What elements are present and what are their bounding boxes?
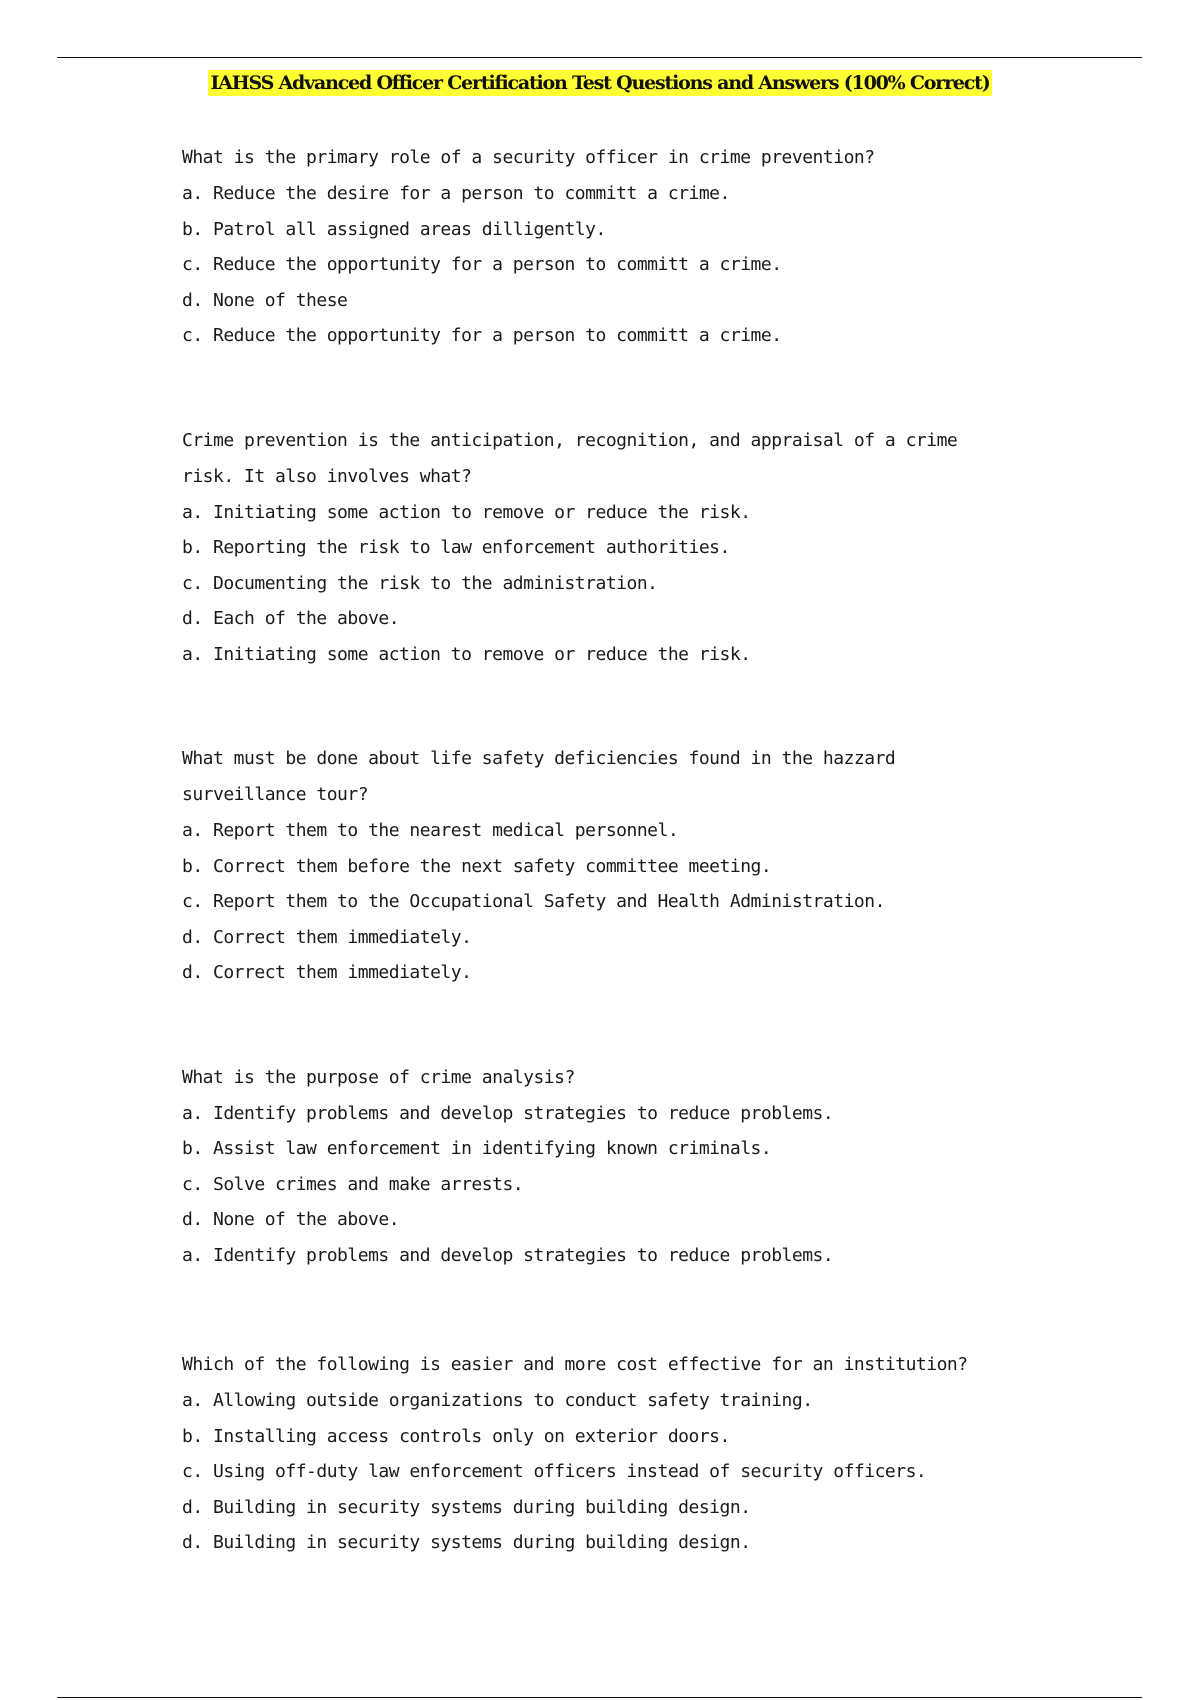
question-text: Crime prevention is the anticipation, recognition, and appraisal of a crime bbox=[182, 429, 958, 451]
answer: c. Reduce the opportunity for a person to committ a crime. bbox=[182, 325, 782, 346]
option-c: c. Solve crimes and make arrests. bbox=[182, 1173, 524, 1195]
top-rule bbox=[57, 57, 1142, 58]
title-wrap bbox=[0, 70, 1200, 96]
question-text-continued: risk. It also involves what? bbox=[182, 465, 472, 487]
answer: a. Initiating some action to remove or reduce the risk. bbox=[182, 643, 751, 665]
option-d: d. Each of the above. bbox=[182, 608, 400, 629]
option-b: b. Installing access controls only on exterior doors. bbox=[182, 1425, 730, 1447]
option-d: d. None of the above. bbox=[182, 1209, 400, 1230]
answer: d. Building in security systems during building design. bbox=[182, 1532, 751, 1553]
option-b: b. Assist law enforcement in identifying known criminals. bbox=[182, 1138, 772, 1159]
question-block-2 bbox=[182, 423, 1142, 673]
option-d: d. Correct them immediately. bbox=[182, 926, 472, 948]
option-c: c. Using off-duty law enforcement officers instead of security officers. bbox=[182, 1461, 927, 1482]
document-body bbox=[182, 140, 1142, 1561]
option-c: c. Documenting the risk to the administration. bbox=[182, 572, 658, 594]
option-a: a. Identify problems and develop strategies to reduce problems. bbox=[182, 1102, 834, 1124]
option-c: c. Reduce the opportunity for a person to committ a crime. bbox=[182, 254, 782, 275]
answer: d. Correct them immediately. bbox=[182, 962, 472, 983]
option-d: d. Building in security systems during building design. bbox=[182, 1496, 751, 1518]
option-d: d. None of these bbox=[182, 289, 348, 311]
bottom-rule bbox=[57, 1697, 1142, 1698]
option-b: b. Reporting the risk to law enforcement authorities. bbox=[182, 537, 730, 558]
question-text: What is the purpose of crime analysis? bbox=[182, 1066, 575, 1088]
option-b: b. Correct them before the next safety committee meeting. bbox=[182, 855, 772, 877]
question-block-3 bbox=[182, 741, 1142, 991]
option-c: c. Report them to the Occupational Safety and Health Administration. bbox=[182, 891, 885, 912]
option-a: a. Report them to the nearest medical personnel. bbox=[182, 820, 679, 841]
question-block-1 bbox=[182, 140, 1142, 354]
question-text: What is the primary role of a security officer in crime prevention? bbox=[182, 147, 875, 168]
question-text-continued: surveillance tour? bbox=[182, 784, 369, 805]
option-a: a. Initiating some action to remove or reduce the risk. bbox=[182, 501, 751, 523]
question-text: What must be done about life safety deficiencies found in the hazzard bbox=[182, 748, 896, 769]
answer: a. Identify problems and develop strategies to reduce problems. bbox=[182, 1244, 834, 1266]
question-block-5 bbox=[182, 1347, 1142, 1561]
question-block-4 bbox=[182, 1060, 1142, 1274]
document-title: IAHSS Advanced Officer Certification Test Questions and Answers (100% Correct) bbox=[210, 72, 990, 94]
question-text: Which of the following is easier and more cost effective for an institution? bbox=[182, 1354, 968, 1375]
option-a: a. Reduce the desire for a person to committ a crime. bbox=[182, 183, 730, 204]
option-b: b. Patrol all assigned areas dilligently. bbox=[182, 218, 606, 240]
option-a: a. Allowing outside organizations to conduct safety training. bbox=[182, 1390, 813, 1411]
